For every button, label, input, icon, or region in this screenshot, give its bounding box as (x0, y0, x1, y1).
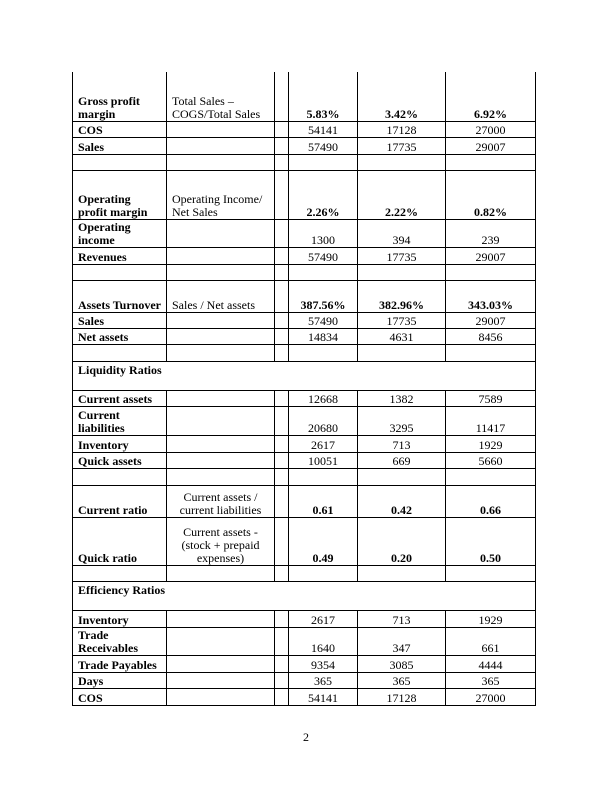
value-cell: 17128 (358, 688, 446, 705)
formula-cell (167, 154, 275, 170)
formula-cell (167, 344, 275, 361)
table-row (73, 627, 536, 655)
formula-cell: Operating Income/ Net Sales (167, 170, 275, 219)
value-cell: 347 (358, 627, 446, 655)
value-cell: 5.83% (289, 72, 358, 121)
value-cell (289, 344, 358, 361)
table-row (73, 219, 536, 247)
value-cell: 20680 (289, 406, 358, 435)
value-cell: 17128 (358, 121, 446, 137)
row-label (73, 344, 167, 361)
value-cell: 29007 (446, 137, 536, 154)
row-label: Trade Payables (73, 655, 167, 672)
row-label: Quick ratio (73, 517, 167, 565)
table-row (73, 406, 536, 435)
value-cell (289, 154, 358, 170)
table-row (73, 655, 536, 672)
spacer-cell (275, 485, 289, 517)
value-cell: 713 (358, 435, 446, 452)
spacer-cell (275, 452, 289, 468)
row-label: Gross profit margin (73, 72, 167, 121)
value-cell: 0.66 (446, 485, 536, 517)
row-label: Current ratio (73, 485, 167, 517)
row-label: COS (73, 121, 167, 137)
value-cell: 7589 (446, 390, 536, 406)
spacer-cell (275, 247, 289, 264)
spacer-cell (275, 170, 289, 219)
value-cell: 54141 (289, 688, 358, 705)
value-cell (289, 468, 358, 485)
row-label: Sales (73, 312, 167, 328)
section-title: Liquidity Ratios (73, 361, 536, 390)
value-cell: 343.03% (446, 280, 536, 312)
value-cell: 17735 (358, 247, 446, 264)
row-label: Inventory (73, 435, 167, 452)
row-label: Quick assets (73, 452, 167, 468)
formula-cell (167, 264, 275, 280)
value-cell: 387.56% (289, 280, 358, 312)
value-cell: 14834 (289, 328, 358, 344)
value-cell: 27000 (446, 121, 536, 137)
value-cell: 5660 (446, 452, 536, 468)
formula-cell (167, 688, 275, 705)
value-cell (289, 264, 358, 280)
spacer-cell (275, 627, 289, 655)
value-cell: 4631 (358, 328, 446, 344)
formula-cell (167, 121, 275, 137)
value-cell (446, 468, 536, 485)
spacer-cell (275, 72, 289, 121)
formula-cell (167, 672, 275, 688)
spacer-cell (275, 121, 289, 137)
spacer-cell (275, 406, 289, 435)
value-cell: 4444 (446, 655, 536, 672)
value-cell: 0.20 (358, 517, 446, 565)
value-cell: 239 (446, 219, 536, 247)
value-cell: 12668 (289, 390, 358, 406)
value-cell: 2.26% (289, 170, 358, 219)
spacer-cell (275, 312, 289, 328)
spacer-cell (275, 280, 289, 312)
value-cell: 8456 (446, 328, 536, 344)
value-cell: 11417 (446, 406, 536, 435)
value-cell: 0.61 (289, 485, 358, 517)
value-cell: 57490 (289, 137, 358, 154)
table-row (73, 435, 536, 452)
value-cell: 0.42 (358, 485, 446, 517)
spacer-cell (275, 390, 289, 406)
table-row (73, 344, 536, 361)
value-cell (289, 565, 358, 581)
table-row (73, 154, 536, 170)
value-cell: 3.42% (358, 72, 446, 121)
spacer-cell (275, 468, 289, 485)
value-cell: 365 (358, 672, 446, 688)
table-row (73, 390, 536, 406)
row-label: Net assets (73, 328, 167, 344)
table-row (73, 328, 536, 344)
row-label: Trade Receivables (73, 627, 167, 655)
formula-cell (167, 655, 275, 672)
formula-cell (167, 137, 275, 154)
value-cell (358, 264, 446, 280)
spacer-cell (275, 154, 289, 170)
value-cell: 1300 (289, 219, 358, 247)
value-cell: 0.82% (446, 170, 536, 219)
value-cell: 1929 (446, 610, 536, 627)
spacer-cell (275, 264, 289, 280)
table-row (73, 137, 536, 154)
value-cell: 365 (446, 672, 536, 688)
formula-cell (167, 312, 275, 328)
table-row (73, 485, 536, 517)
value-cell (446, 264, 536, 280)
formula-cell (167, 328, 275, 344)
spacer-cell (275, 435, 289, 452)
value-cell: 365 (289, 672, 358, 688)
formula-cell (167, 468, 275, 485)
table-row (73, 170, 536, 219)
table-row (73, 688, 536, 705)
table-row (73, 121, 536, 137)
value-cell: 29007 (446, 247, 536, 264)
table-row (73, 610, 536, 627)
row-label (73, 565, 167, 581)
formula-cell (167, 627, 275, 655)
table-row (73, 280, 536, 312)
ratios-table (72, 72, 536, 706)
table-row (73, 468, 536, 485)
formula-cell (167, 247, 275, 264)
value-cell: 29007 (446, 312, 536, 328)
value-cell (358, 565, 446, 581)
value-cell: 54141 (289, 121, 358, 137)
formula-cell (167, 406, 275, 435)
formula-cell (167, 435, 275, 452)
row-label: Assets Turnover (73, 280, 167, 312)
value-cell: 57490 (289, 312, 358, 328)
table-row (73, 72, 536, 121)
table-row (73, 452, 536, 468)
value-cell: 0.50 (446, 517, 536, 565)
value-cell: 661 (446, 627, 536, 655)
value-cell: 3295 (358, 406, 446, 435)
value-cell (446, 344, 536, 361)
value-cell: 713 (358, 610, 446, 627)
formula-cell (167, 565, 275, 581)
table-row (73, 672, 536, 688)
table-row (73, 247, 536, 264)
spacer-cell (275, 688, 289, 705)
value-cell: 9354 (289, 655, 358, 672)
value-cell: 17735 (358, 137, 446, 154)
value-cell: 394 (358, 219, 446, 247)
value-cell: 0.49 (289, 517, 358, 565)
row-label (73, 468, 167, 485)
spacer-cell (275, 344, 289, 361)
row-label: Days (73, 672, 167, 688)
spacer-cell (275, 672, 289, 688)
value-cell: 57490 (289, 247, 358, 264)
formula-cell: Total Sales – COGS/Total Sales (167, 72, 275, 121)
value-cell: 3085 (358, 655, 446, 672)
row-label: Current assets (73, 390, 167, 406)
spacer-cell (275, 655, 289, 672)
value-cell: 27000 (446, 688, 536, 705)
formula-cell: Sales / Net assets (167, 280, 275, 312)
spacer-cell (275, 137, 289, 154)
value-cell: 1640 (289, 627, 358, 655)
page-number: 2 (303, 730, 309, 744)
value-cell: 6.92% (446, 72, 536, 121)
table-row (73, 565, 536, 581)
value-cell: 1929 (446, 435, 536, 452)
section-title: Efficiency Ratios (73, 581, 536, 610)
value-cell: 382.96% (358, 280, 446, 312)
table-row (73, 312, 536, 328)
value-cell (446, 154, 536, 170)
row-label: Current liabilities (73, 406, 167, 435)
section-header-row (73, 361, 536, 390)
row-label: Inventory (73, 610, 167, 627)
value-cell: 17735 (358, 312, 446, 328)
spacer-cell (275, 565, 289, 581)
section-header-row (73, 581, 536, 610)
formula-cell: Current assets / current liabilities (167, 485, 275, 517)
value-cell: 1382 (358, 390, 446, 406)
formula-cell (167, 452, 275, 468)
row-label: Operating profit margin (73, 170, 167, 219)
row-label: Revenues (73, 247, 167, 264)
spacer-cell (275, 517, 289, 565)
row-label: COS (73, 688, 167, 705)
table-row (73, 517, 536, 565)
spacer-cell (275, 610, 289, 627)
formula-cell (167, 219, 275, 247)
value-cell (358, 344, 446, 361)
value-cell: 669 (358, 452, 446, 468)
table-row (73, 264, 536, 280)
row-label: Sales (73, 137, 167, 154)
spacer-cell (275, 328, 289, 344)
row-label: Operating income (73, 219, 167, 247)
value-cell: 2617 (289, 610, 358, 627)
row-label (73, 264, 167, 280)
formula-cell (167, 390, 275, 406)
value-cell (358, 154, 446, 170)
value-cell (446, 565, 536, 581)
spacer-cell (275, 219, 289, 247)
value-cell (358, 468, 446, 485)
formula-cell (167, 610, 275, 627)
row-label (73, 154, 167, 170)
value-cell: 2617 (289, 435, 358, 452)
value-cell: 10051 (289, 452, 358, 468)
value-cell: 2.22% (358, 170, 446, 219)
formula-cell: Current assets - (stock + prepaid expenses) (167, 517, 275, 565)
